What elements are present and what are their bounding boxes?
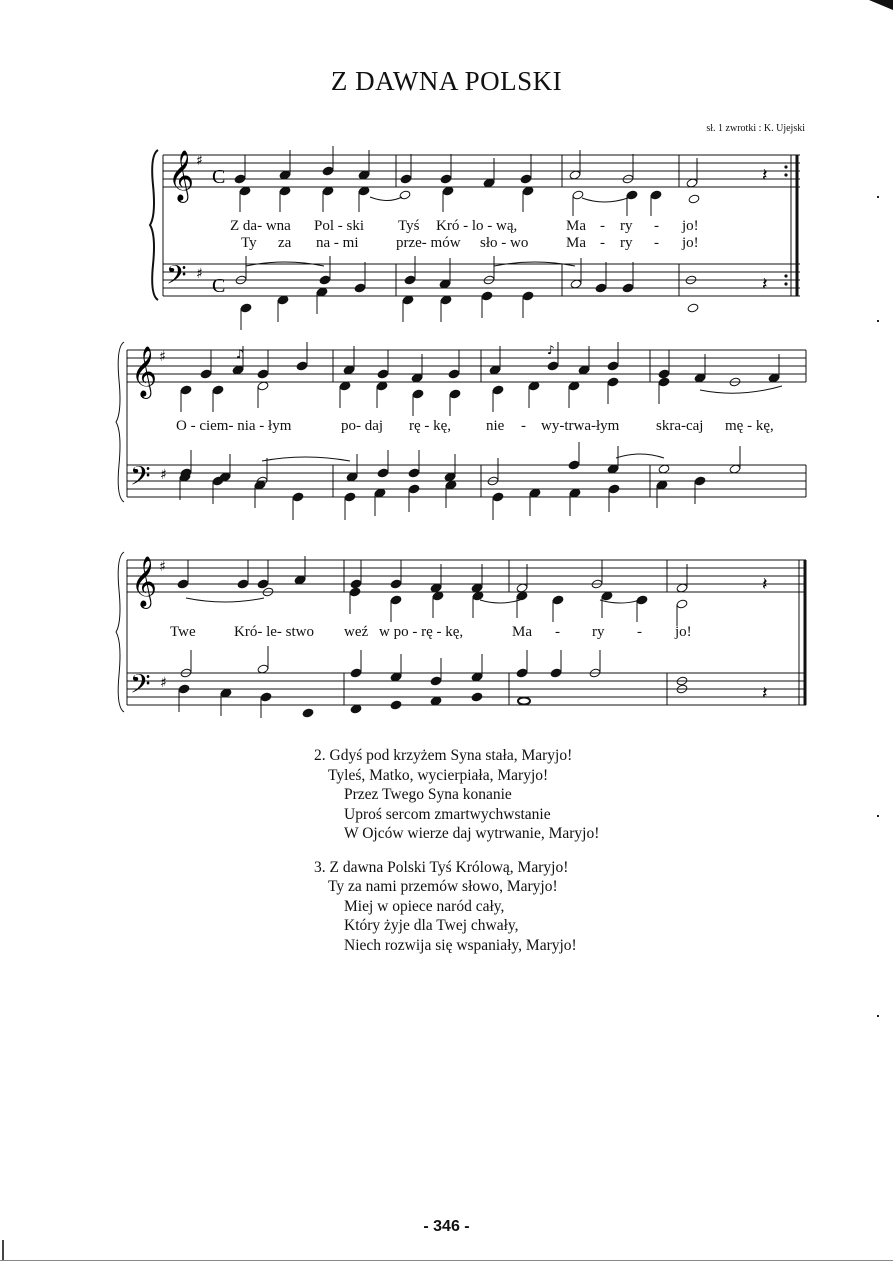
verse-line: Niech rozwija się wspaniały, Maryjo! [344, 936, 577, 954]
svg-text:𝄽: 𝄽 [762, 574, 768, 595]
svg-text:𝄢: 𝄢 [130, 668, 151, 706]
lyric-s2-1: O - ciem- nia - łym [176, 418, 292, 434]
verse-line: 2. Gdyś pod krzyżem Syna stała, Maryjo! [314, 747, 573, 764]
lyric-s1-l2-8: ry [620, 235, 633, 251]
lyric-s1-l2-2: za [278, 235, 292, 251]
verse-line: Ty za nami przemów słowo, Maryjo! [328, 878, 558, 895]
lyric-s1-l2-9: - [654, 235, 659, 251]
lyric-s2-8: mę - kę, [725, 418, 774, 434]
svg-text:♯: ♯ [196, 266, 203, 282]
song-title: Z DAWNA POLSKI [330, 66, 563, 96]
lyric-s1-l1-9: jo! [682, 218, 699, 234]
verse-line: W Ojców wierze daj wytrwanie, Maryjo! [344, 825, 600, 842]
lyric-s3-1: Twe [170, 624, 196, 640]
lyric-s3-4: w po - rę - kę, [379, 624, 464, 640]
verse-line: Uproś sercom zmartwychwstanie [344, 805, 551, 823]
lyric-s2-3: rę - kę, [409, 418, 452, 434]
lyric-s1-l1-5: Ma [566, 218, 586, 234]
svg-text:𝄽: 𝄽 [762, 683, 768, 704]
svg-text:♪: ♪ [236, 347, 244, 361]
verse-line: Który żyje dla Twej chwały, [344, 917, 519, 934]
lyric-s1-l1-8: - [654, 218, 659, 234]
lyricist-credit: sł. 1 zwrotki : K. Ujejski [706, 123, 805, 134]
verse-line: Tyleś, Matko, wycierpiała, Maryjo! [328, 766, 549, 784]
lyric-s3-6: - [555, 624, 560, 640]
svg-text:𝄢: 𝄢 [130, 460, 151, 498]
page-number: - 346 - [423, 1218, 470, 1235]
lyric-s1-l1-3: Tyś [398, 218, 420, 234]
margin-speck [877, 320, 879, 322]
lyric-s3-5: Ma [512, 624, 532, 640]
lyric-s3-9: jo! [675, 624, 692, 640]
svg-text:♯: ♯ [160, 675, 167, 691]
lyric-s3-2: Kró- le- stwo [234, 624, 314, 640]
bottom-scan-edge [0, 1260, 893, 1261]
svg-text:♪: ♪ [547, 343, 555, 357]
lyric-s3-7: ry [592, 624, 605, 640]
margin-speck [877, 196, 879, 198]
verse-line: Przez Twego Syna konanie [344, 786, 512, 803]
svg-text:𝄞: 𝄞 [131, 556, 158, 607]
verse-line: Miej w opiece naród cały, [344, 897, 505, 915]
lyric-s1-l1-1: Z da- wna [230, 218, 291, 234]
svg-text:𝄢: 𝄢 [166, 259, 187, 297]
lyric-s2-4: nie [486, 418, 505, 434]
lyric-s3-3: weź [344, 624, 369, 640]
lyric-s1-l2-4: prze- mów [396, 235, 461, 251]
svg-text:𝄽: 𝄽 [762, 165, 768, 186]
lyric-s1-l2-10: jo! [682, 235, 699, 251]
lyric-s1-l2-6: Ma [566, 235, 586, 251]
lyric-s2-5: - [521, 418, 526, 434]
verse-3 [314, 858, 599, 956]
margin-speck [877, 815, 879, 817]
svg-text:𝄞: 𝄞 [168, 150, 195, 201]
lyric-s1-l1-2: Pol - ski [314, 218, 365, 234]
lyric-s2-6: wy-trwa-łym [541, 418, 620, 434]
lyric-s2-7: skra-caj [656, 418, 704, 434]
svg-text:♯: ♯ [159, 559, 166, 575]
verse-line: 3. Z dawna Polski Tyś Królową, Maryjo! [314, 858, 569, 876]
lyric-s1-l2-1: Ty [241, 235, 257, 251]
lyric-s1-l1-6: - [600, 218, 605, 234]
lyric-s2-2: po- daj [341, 418, 384, 434]
lyric-s1-l2-5: sło - wo [480, 235, 529, 251]
verses-block [314, 746, 599, 969]
svg-text:C: C [212, 166, 226, 188]
svg-text:♯: ♯ [160, 467, 167, 483]
margin-speck [877, 1015, 879, 1017]
lyric-s1-l2-3: na - mi [316, 235, 359, 251]
lyric-s1-l1-7: ry [620, 218, 633, 234]
lyric-s1-l2-7: - [600, 235, 605, 251]
left-scan-edge [2, 1240, 4, 1260]
svg-text:𝄽: 𝄽 [762, 274, 768, 295]
svg-text:C: C [212, 275, 226, 297]
svg-text:♯: ♯ [159, 349, 166, 365]
lyric-s3-8: - [637, 624, 642, 640]
svg-text:♯: ♯ [196, 153, 203, 169]
verse-2 [314, 746, 599, 844]
svg-text:𝄞: 𝄞 [131, 346, 158, 397]
lyric-s1-l1-4: Kró - lo - wą, [436, 218, 518, 234]
